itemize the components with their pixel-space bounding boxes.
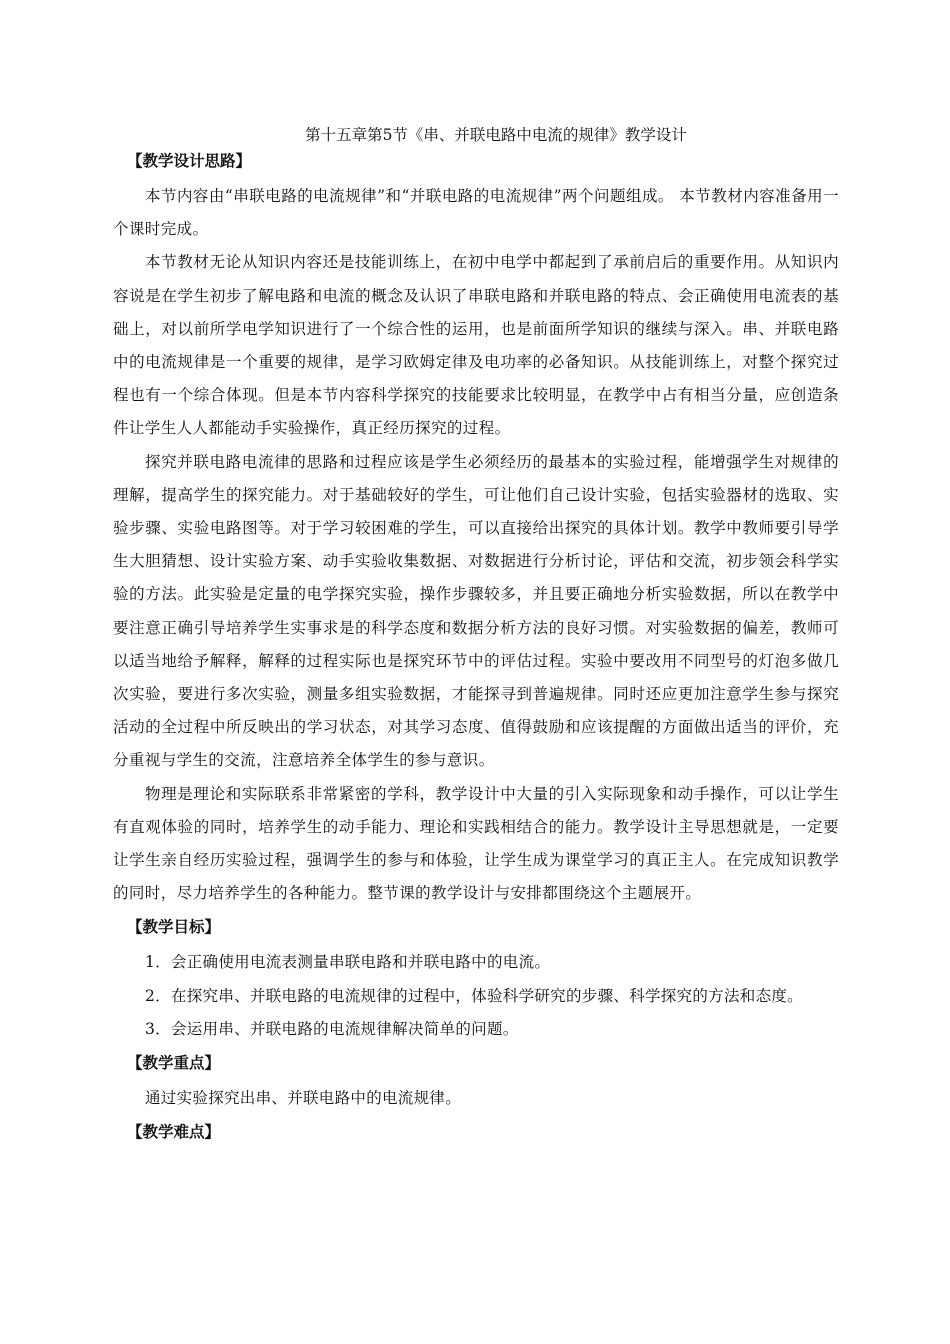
document-title: 第十五章第5节《串、并联电路中电流的规律》教学设计 <box>305 126 687 144</box>
objective-item-1: 1．会正确使用电流表测量串联电路和并联电路中的电流。 <box>145 953 551 972</box>
objective-item-2: 2．在探究串、并联电路的电流规律的过程中，体验科学研究的步骤、科学探究的方法和态度。 <box>145 986 803 1005</box>
design-idea-paragraph-1: 本节内容由“串联电路的电流规律”和“并联电路的电流规律”两个问题组成。 本节教材内容准备用一个课时完成。 <box>113 187 839 239</box>
design-idea-heading: 【教学设计思路】 <box>127 151 252 170</box>
objectives-heading: 【教学目标】 <box>127 917 221 937</box>
key-points-text: 通过实验探究出串、并联电路中的电流规律。 <box>145 1089 462 1108</box>
objective-item-3: 3．会运用串、并联电路的电流规律解决简单的问题。 <box>145 1019 519 1038</box>
difficulties-heading: 【教学难点】 <box>127 1122 221 1142</box>
document-page <box>113 122 839 1151</box>
design-idea-paragraph-2: 本节教材无论从知识内容还是技能训练上，在初中电学中都起到了承前启后的重要作用。从知识内容说是在学生初步了解电路和电流的概念及认识了串联电路和并联电路的特点、会正确使用电流表的基础上，对以前所学电学知识进行了一个综合性的运用，也是前面所学知识的继续与深入。串、并联电路中的电流规律是一个重要的规律，是学习欧姆定律及电功率的必备知识。从技能训练上，对整个探究过程也有一个综合体现。但是本节内容科学探究的技能要求比较明显，在教学中占有相当分量，应创造条件让学生人人都能动手实验操作，真正经历探究的过程。 <box>113 253 839 438</box>
design-idea-paragraph-4: 物理是理论和实际联系非常紧密的学科，教学设计中大量的引入实际现象和动手操作，可以让学生有直观体验的同时，培养学生的动手能力、理论和实践相结合的能力。教学设计主导思想就是，一定要让学生亲自经历实验过程，强调学生的参与和体验，让学生成为课堂学习的真正主人。在完成知识教学的同时，尽力培养学生的各种能力。整节课的教学设计与安排都围绕这个主题展开。 <box>113 784 839 903</box>
design-idea-paragraph-3: 探究并联电路电流律的思路和过程应该是学生必须经历的最基本的实验过程，能增强学生对规律的理解，提高学生的探究能力。对于基础较好的学生，可让他们自己设计实验，包括实验器材的选取、实验步骤、实验电路图等。对于学习较困难的学生，可以直接给出探究的具体计划。教学中教师要引导学生大胆猜想、设计实验方案、动手实验收集数据、对数据进行分析讨论，评估和交流，初步领会科学实验的方法。此实验是定量的电学探究实验，操作步骤较多，并且要正确地分析实验数据，所以在教学中要注意正确引导培养学生实事求是的科学态度和数据分析方法的良好习惯。对实验数据的偏差，教师可以适当地给予解释，解释的过程实际也是探究环节中的评估过程。实验中要改用不同型号的灯泡多做几次实验，要进行多次实验，测量多组实验数据，才能探寻到普遍规律。同时还应更加注意学生参与探究活动的全过程中所反映出的学习状态，对其学习态度、值得鼓励和应该提醒的方面做出适当的评价，充分重视与学生的交流，注意培养全体学生的参与意识。 <box>113 452 839 770</box>
key-points-heading: 【教学重点】 <box>127 1053 221 1073</box>
